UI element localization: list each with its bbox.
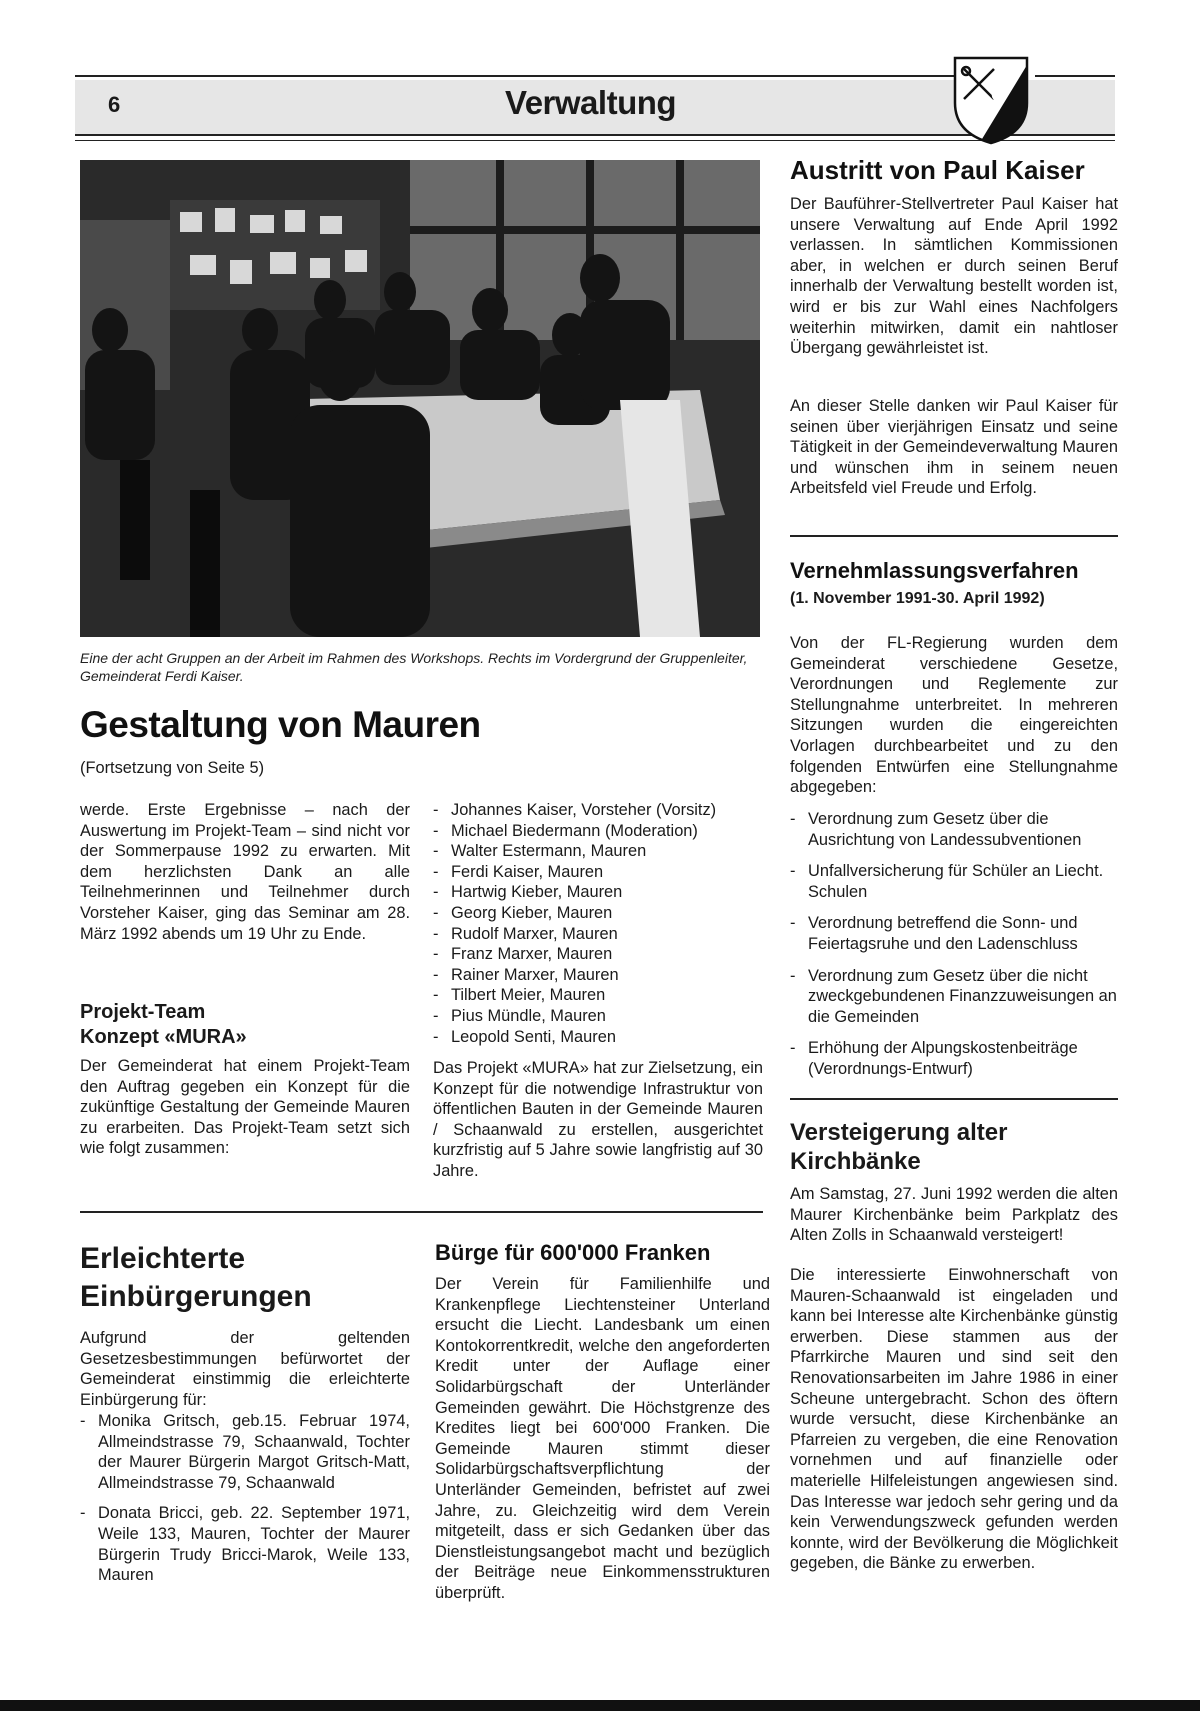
austritt-paragraph-2: An dieser Stelle danken wir Paul Kaiser für seinen über vierjährigen Einsatz und seine Tätigkeit in der Gemeindeverwaltung Mauren und wünschen ihm in seinem neuen Arbeitsfeld viel Freude und Erfolg. [790, 397, 1118, 498]
section-title: Verwaltung [505, 84, 677, 121]
list-item: - Verordnung betreffend die Sonn- und Feiertagsruhe und den Ladenschluss [790, 913, 1118, 954]
list-item: - Ferdi Kaiser, Mauren [433, 862, 753, 883]
section-divider [80, 1211, 763, 1213]
list-item: - Rainer Marxer, Mauren [433, 965, 753, 986]
vernehmlassung-title: Vernehmlassungsverfahren [790, 558, 1079, 583]
vernehmlassung-text: Von der FL-Regierung wurden dem Gemeinderat verschiedene Gesetze, Verordnungen und Reglemente zur Stellungnahme unterbreitet. In mehreren Sitzungen wurden die eingereichten Vorlagen durchbearbeitet und zu den folgenden Entwürfen eine Stellungnahme abgegeben: [790, 634, 1118, 797]
main-article-title: Gestaltung von Mauren [80, 704, 481, 745]
austritt-paragraph-1: Der Bauführer-Stellvertreter Paul Kaiser hat unsere Verwaltung auf Ende April 1992 verlassen. In sämtlichen Kommissionen aber, in welchen er durch seinen Beruf innerhalb der Verwaltung bestellt worden ist, wird er bis zur Wahl eines Nachfolgers weiterhin mitwirken, damit ein nahtloser Übergang gewährleistet ist. [790, 195, 1118, 358]
vernehmlassung-list [790, 809, 1118, 1080]
list-item: - Monika Gritsch, geb.15. Februar 1974, Allmeindstrasse 79, Schaanwald, Tochter der Maurer Bürgerin Margot Gritsch-Matt, Allmeindstrasse 79, Schaanwald [80, 1411, 410, 1493]
versteigerung-title-line1: Versteigerung alter [790, 1119, 1008, 1146]
list-item: - Rudolf Marxer, Mauren [433, 924, 753, 945]
list-item: - Donata Bricci, geb. 22. September 1971, Weile 133, Mauren, Tochter der Maurer Bürgerin Trudy Bricci-Marok, Weile 133, Mauren [80, 1503, 410, 1585]
coat-of-arms-icon [952, 55, 1030, 145]
main-article-intro: werde. Erste Ergebnisse – nach der Auswertung im Projekt-Team – sind nicht vor der Sommerpause 1992 zu erwarten. Mit dem herzlichsten Dank an alle Teilnehmerinnen und Teilnehmer durch Vorsteher Kaiser, ging das Seminar am 28. März 1992 abends um 19 Uhr zu Ende. [80, 801, 410, 943]
list-item: - Pius Mündle, Mauren [433, 1006, 753, 1027]
list-item: - Franz Marxer, Mauren [433, 944, 753, 965]
versteigerung-paragraph-1: Am Samstag, 27. Juni 1992 werden die alten Maurer Kirchenbänke beim Parkplatz des Alten Zolls in Schaanwald versteigert! [790, 1185, 1118, 1245]
project-team-list [433, 800, 753, 1047]
versteigerung-title-line2: Kirchbänke [790, 1148, 921, 1175]
section-divider [790, 535, 1118, 537]
list-item: - Georg Kieber, Mauren [433, 903, 753, 924]
project-goal-text: Das Projekt «MURA» hat zur Zielsetzung, ein Konzept für die notwendige Infrastruktur von öffentlichen Bauten in der Gemeinde Mauren / Schaanwald zu erstellen, ausgerichtet kurzfristig auf 5 Jahre sowie langfristig auf 30 Jahre. [433, 1059, 763, 1180]
versteigerung-title [790, 1118, 1120, 1176]
list-item: - Erhöhung der Alpungskostenbeiträge (Verordnungs-Entwurf) [790, 1038, 1118, 1079]
workshop-photo [80, 160, 760, 637]
scan-bottom-edge [0, 1700, 1200, 1711]
vernehmlassung-subtitle: (1. November 1991-30. April 1992) [790, 590, 1045, 607]
workshop-photo-illustration [80, 160, 760, 637]
einbuergerungen-title [80, 1240, 410, 1316]
project-team-text: Der Gemeinderat hat einem Projekt-Team den Auftrag gegeben ein Konzept für die zukünftige Gestaltung der Gemeinde Mauren zu erarbeiten. Das Projekt-Team setzt sich wie folgt zusammen: [80, 1057, 410, 1158]
list-item: - Unfallversicherung für Schüler an Liecht. Schulen [790, 861, 1118, 902]
list-item: - Verordnung zum Gesetz über die nicht zweckgebundenen Finanzzuweisungen an die Gemeinden [790, 966, 1118, 1028]
einbuergerungen-title-line2: Einbürgerungen [80, 1280, 312, 1313]
photo-caption: Eine der acht Gruppen an der Arbeit im Rahmen des Workshops. Rechts im Vordergrund der Gruppenleiter, Gemeinderat Ferdi Kaiser. [80, 650, 748, 684]
list-item: - Tilbert Meier, Mauren [433, 985, 753, 1006]
list-item: - Johannes Kaiser, Vorsteher (Vorsitz) [433, 800, 753, 821]
list-item: - Verordnung zum Gesetz über die Ausrichtung von Landessubventionen [790, 809, 1118, 850]
project-team-subheading-line1: Projekt-Team [80, 1001, 206, 1023]
project-team-subheading-line2: Konzept «MURA» [80, 1026, 247, 1048]
header-rule-top-right [1035, 75, 1115, 77]
section-divider [790, 1098, 1118, 1100]
einbuergerungen-list [80, 1411, 410, 1586]
header-rule-top [75, 75, 955, 77]
versteigerung-paragraph-2: Die interessierte Einwohnerschaft von Mauren-Schaanwald ist eingeladen und kann bei Interesse alte Kirchenbänke günstig erwerben. Diese stammen aus der Pfarrkirche Mauren und sind seit den Renovationsarbeiten im Jahre 1986 in einer Scheune untergebracht. Schon des öftern wurde versucht, diese Kirchenbänke an Pfarreien zu vergeben, die eine Renovation vornehmen und auf finanzielle oder materielle Hilfeleistungen angewiesen sind. Das Interesse war jedoch sehr gering und da kein Verwendungszweck gefunden werden konnte, wird der Bevölkerung die Möglichkeit gegeben, die Bänke zu erwerben. [790, 1266, 1118, 1573]
einbuergerungen-title-line1: Erleichterte [80, 1242, 246, 1275]
austritt-title: Austritt von Paul Kaiser [790, 155, 1085, 185]
list-item: - Walter Estermann, Mauren [433, 841, 753, 862]
buerge-text: Der Verein für Familienhilfe und Krankenpflege Liechtensteiner Unterland ersucht die Liecht. Landesbank um einen Kontokorrentkredit, welche den angeforderten Kredit unter der Auflage einer Solidarbürgschaft der Unterländer Gemeinden gewährt. Die Höchstgrenze des Kredites liegt bei 600'000 Franken. Die Gemeinde Mauren stimmt dieser Solidarbürgschaftsverpflichtung der Unterländer Gemeinden, befristet auf zwei Jahre, zu. Gleichzeitig wird dem Verein mitgeteilt, dass er sich Gedanken über das Dienstleistungsangebot macht und bezüglich der Beiträge neue Einkommensstrukturen überprüft. [435, 1275, 770, 1602]
buerge-title: Bürge für 600'000 Franken [435, 1240, 711, 1265]
list-item: - Hartwig Kieber, Mauren [433, 882, 753, 903]
list-item: - Michael Biedermann (Moderation) [433, 821, 753, 842]
page-number: 6 [108, 92, 121, 117]
continuation-note: (Fortsetzung von Seite 5) [80, 759, 265, 777]
list-item: - Leopold Senti, Mauren [433, 1027, 753, 1048]
einbuergerungen-intro: Aufgrund der geltenden Gesetzesbestimmungen befürwortet der Gemeinderat einstimmig die erleichterte Einbürgerung für: [80, 1329, 410, 1409]
project-team-subheading [80, 1000, 410, 1050]
